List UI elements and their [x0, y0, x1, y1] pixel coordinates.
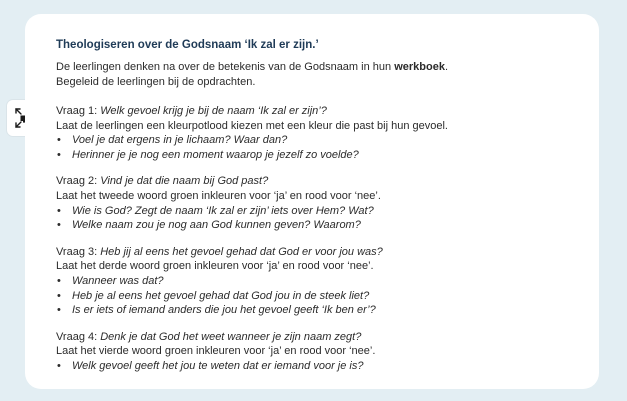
question-text: Heb jij al eens het gevoel gehad dat God er voor jou was?	[100, 245, 383, 258]
question-prefix: Vraag 2:	[56, 175, 101, 188]
question-heading	[56, 174, 579, 189]
bullet-item	[56, 359, 579, 374]
bullet-icon: •	[57, 134, 61, 147]
bullet-text: Wanneer was dat?	[72, 274, 164, 287]
bullet-icon: •	[57, 274, 61, 287]
bullet-item	[56, 148, 579, 163]
bullet-icon: •	[57, 359, 61, 372]
question-instruction: Laat de leerlingen een kleurpotlood kiezen met een kleur die past bij hun gevoel.	[56, 119, 448, 132]
bullet-icon: •	[57, 148, 61, 161]
bullet-icon: •	[57, 304, 61, 317]
question-block	[56, 104, 579, 162]
question-prefix: Vraag 1:	[56, 105, 101, 117]
bullet-text: Wie is God? Zegt de naam ‘Ik zal er zijn’ iets over Hem? Wat?	[72, 204, 374, 217]
question-instruction: Laat het derde woord groen inkleuren voor ‘ja’ en rood voor ‘nee’.	[56, 260, 374, 273]
bullet-text: Voel je dat ergens in je lichaam? Waar dan?	[72, 134, 288, 147]
intro-part1: De leerlingen denken na over de betekenis van de Godsnaam in hun	[56, 61, 395, 73]
intro-text	[56, 60, 579, 90]
content-card	[25, 14, 599, 389]
question-text: Denk je dat God het weet wanneer je zijn naam zegt?	[100, 330, 362, 343]
bullet-item	[56, 289, 579, 304]
question-instruction: Laat het tweede woord groen inkleuren voor ‘ja’ en rood voor ‘nee’.	[56, 189, 381, 202]
question-heading	[56, 330, 579, 345]
question-heading	[56, 245, 579, 260]
question-block	[56, 330, 579, 374]
question-heading	[56, 104, 579, 119]
bullet-item	[56, 133, 579, 148]
bullet-item	[56, 218, 579, 233]
bullet-item	[56, 274, 579, 289]
bullet-text: Welke naam zou je nog aan God kunnen geven? Waarom?	[72, 219, 361, 232]
question-text: Vind je dat die naam bij God past?	[100, 175, 269, 188]
bullet-icon: •	[57, 289, 61, 302]
bullet-icon: •	[57, 219, 61, 232]
bullet-text: Welk gevoel geeft het jou te weten dat er iemand voor je is?	[72, 359, 364, 372]
bullet-list	[56, 359, 579, 374]
question-prefix: Vraag 4:	[56, 330, 101, 343]
bullet-icon: •	[57, 204, 61, 217]
question-prefix: Vraag 3:	[56, 245, 101, 258]
bullet-text: Heb je al eens het gevoel gehad dat God jou in de steek liet?	[72, 289, 370, 302]
page-title: Theologiseren over de Godsnaam ‘Ik zal er zijn.’	[56, 39, 319, 51]
question-text: Welk gevoel krijg je bij de naam ‘Ik zal er zijn’?	[100, 105, 327, 117]
intro-part2: .	[444, 61, 448, 73]
bullet-item	[56, 204, 579, 219]
questions-list	[56, 104, 579, 374]
bullet-item	[56, 303, 579, 318]
bullet-text: Herinner je je nog een moment waarop je jezelf zo voelde?	[72, 148, 359, 161]
question-block	[56, 174, 579, 232]
question-block	[56, 245, 579, 318]
bullet-list	[56, 274, 579, 318]
intro-bold: werkboek	[394, 61, 445, 73]
bullet-list	[56, 204, 579, 233]
intro-line2: Begeleid de leerlingen bij de opdrachten.	[56, 76, 256, 88]
bullet-list	[56, 133, 579, 162]
bullet-text: Is er iets of iemand anders die jou het gevoel geeft ‘Ik ben er’?	[72, 304, 376, 317]
question-instruction: Laat het vierde woord groen inkleuren voor ‘ja’ en rood voor ‘nee’.	[56, 345, 376, 358]
